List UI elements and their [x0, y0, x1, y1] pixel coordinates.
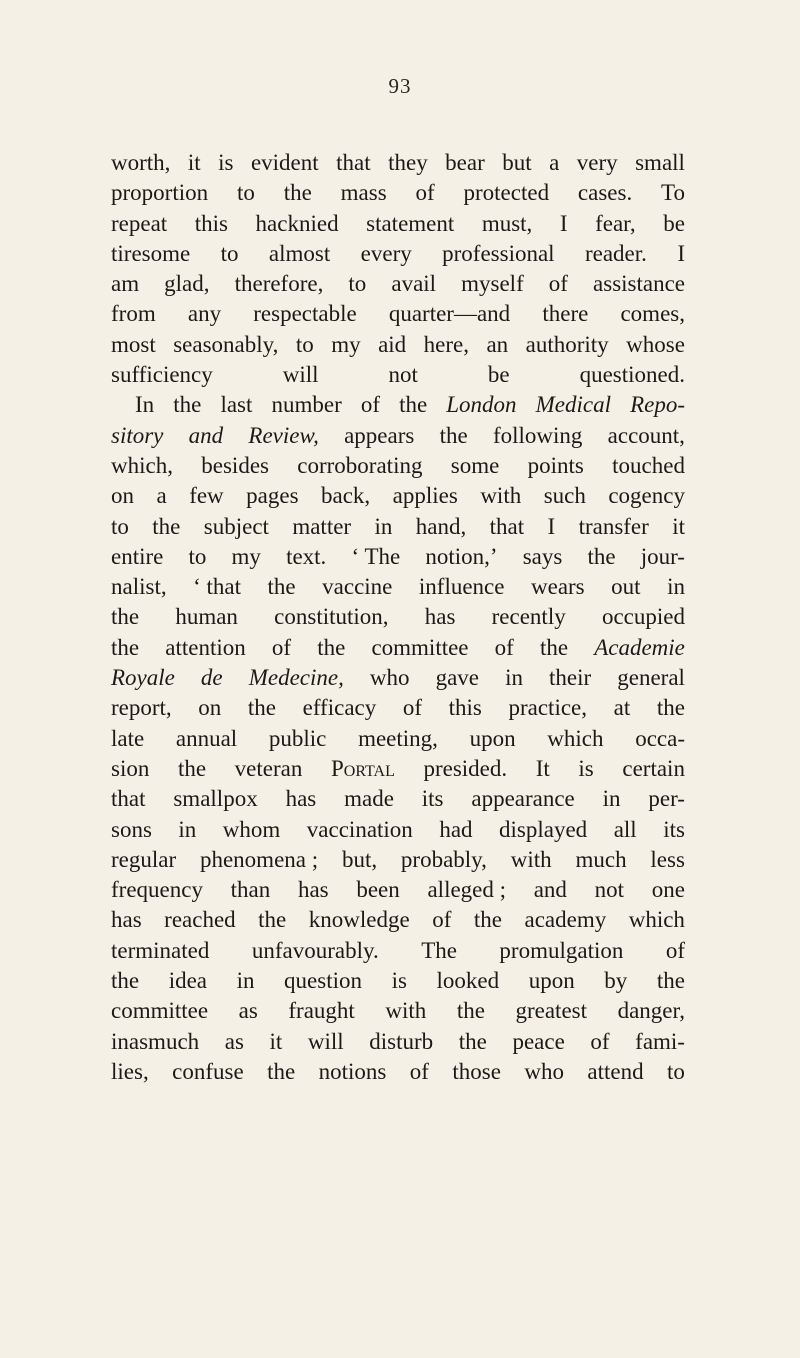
word: which	[547, 725, 604, 751]
word: one	[651, 877, 685, 903]
word: which	[628, 907, 685, 933]
word: the	[439, 422, 468, 448]
word: the	[247, 695, 276, 721]
word: a	[549, 150, 560, 175]
word: the	[456, 998, 485, 1024]
word: statement	[366, 210, 455, 236]
word: annual	[175, 725, 238, 751]
word: fami-	[635, 1028, 685, 1054]
word: small	[635, 150, 685, 175]
word: will	[307, 1028, 344, 1054]
word: to	[220, 240, 239, 266]
word: in	[602, 786, 621, 812]
word: its	[421, 786, 444, 812]
word: there	[542, 301, 589, 327]
word: its	[663, 816, 685, 842]
word: by	[604, 968, 628, 994]
word: practice,	[508, 695, 588, 721]
word: made	[344, 786, 394, 812]
word: veteran	[234, 755, 303, 781]
word: in	[236, 968, 255, 994]
word: knowledge	[308, 907, 410, 933]
word: the	[399, 392, 428, 418]
page-number: 93	[388, 74, 412, 98]
word: Medecine,	[248, 665, 344, 691]
word: the	[111, 634, 140, 660]
word: on	[111, 483, 134, 509]
word: at	[613, 695, 631, 721]
text-line	[111, 1057, 685, 1087]
word: points	[527, 452, 584, 478]
text-line	[111, 602, 685, 632]
word: questioned.	[579, 362, 685, 388]
text-line	[111, 269, 685, 299]
word: committee	[111, 998, 209, 1024]
word: almost	[268, 240, 331, 266]
word: to	[236, 180, 255, 206]
word: back,	[321, 483, 371, 509]
word: a	[156, 483, 167, 509]
word: jour-	[640, 543, 685, 569]
text-line	[111, 966, 685, 996]
word: In	[135, 392, 155, 418]
word: idea	[168, 968, 207, 994]
word: am	[111, 271, 140, 297]
word: appears	[344, 422, 415, 448]
word: the	[173, 392, 202, 418]
word: has	[111, 907, 142, 933]
word: has	[285, 786, 317, 812]
word: every	[360, 240, 412, 266]
word: greatest	[515, 998, 587, 1024]
word: question	[284, 968, 362, 994]
word: besides	[201, 452, 269, 478]
word: some	[450, 452, 500, 478]
word: myself	[461, 271, 524, 297]
word: the	[152, 513, 181, 539]
word: I	[559, 210, 568, 236]
word: to	[295, 331, 314, 357]
word: an	[486, 331, 509, 357]
word: cases.	[577, 180, 633, 206]
word: avail	[391, 271, 437, 297]
word: is	[218, 150, 234, 175]
word: been	[356, 877, 400, 903]
text-line	[111, 815, 685, 845]
word: says	[522, 543, 563, 569]
word: Repo-	[630, 392, 685, 418]
word: account,	[607, 422, 685, 448]
word: last	[220, 392, 253, 418]
word: Review,	[248, 422, 319, 448]
word: text.	[286, 543, 327, 569]
word: sufficiency	[111, 362, 213, 388]
word: notions	[318, 1058, 387, 1084]
word: unfavourably.	[251, 937, 379, 963]
word: that	[489, 513, 525, 539]
word: lies,	[111, 1058, 149, 1084]
word: upon	[528, 968, 575, 994]
word: my	[231, 543, 261, 569]
word: hand,	[415, 513, 467, 539]
word: ‘ The	[351, 543, 401, 569]
word: this	[194, 210, 228, 236]
word: here,	[423, 331, 469, 357]
word: authority	[525, 331, 609, 357]
word: Academie	[594, 634, 685, 660]
word: The	[421, 937, 457, 963]
word: the	[587, 543, 616, 569]
word: of	[590, 1028, 610, 1054]
word: entire	[111, 543, 164, 569]
word: has	[297, 877, 329, 903]
word: the	[656, 695, 685, 721]
word: who	[369, 665, 410, 691]
word: from	[111, 301, 156, 327]
word: be	[663, 210, 685, 236]
text-line	[111, 784, 685, 814]
word: sitory	[111, 422, 164, 448]
word: transfer	[578, 513, 649, 539]
word: influence	[418, 574, 505, 600]
word: attend	[587, 1058, 644, 1084]
word: applies	[392, 483, 458, 509]
word: in	[178, 816, 197, 842]
word: the	[177, 755, 207, 781]
word: the	[458, 1028, 487, 1054]
word: must,	[481, 210, 533, 236]
word: fear,	[595, 210, 636, 236]
word: corroborating	[297, 452, 423, 478]
word: reached	[164, 907, 236, 933]
text-line	[111, 996, 685, 1026]
word: whom	[222, 816, 281, 842]
word: phenomena ;	[199, 846, 319, 872]
text-line	[111, 572, 685, 602]
text-line	[111, 421, 685, 451]
text-line	[111, 178, 685, 208]
text-line	[111, 360, 685, 390]
word: which,	[111, 452, 173, 478]
word: academy	[524, 907, 607, 933]
word: much	[575, 846, 627, 872]
text-line	[111, 299, 685, 329]
word: it	[269, 1028, 283, 1054]
word: the	[258, 907, 287, 933]
word: recently	[491, 604, 566, 630]
word: professional	[442, 240, 555, 266]
text-line	[111, 542, 685, 572]
word: to	[111, 513, 129, 539]
word: touched	[612, 452, 685, 478]
word: comes,	[620, 301, 685, 327]
word: subject	[203, 513, 269, 539]
word: Medical	[535, 392, 611, 418]
word: terminated	[111, 937, 210, 963]
word: who	[524, 1058, 564, 1084]
word: I	[677, 240, 685, 266]
word: of	[432, 907, 452, 933]
word: ‘ that	[193, 574, 242, 600]
word: to	[188, 543, 207, 569]
word: few	[189, 483, 224, 509]
word: is	[578, 755, 594, 781]
word: tiresome	[111, 240, 191, 266]
word: in	[374, 513, 393, 539]
word: pages	[246, 483, 299, 509]
word: that	[336, 150, 371, 175]
word: upon	[469, 725, 516, 751]
word: the	[656, 968, 685, 994]
word: fraught	[288, 998, 355, 1024]
word: looked	[436, 968, 500, 994]
word: any	[187, 301, 222, 327]
text-line	[111, 481, 685, 511]
word: peace	[512, 1028, 565, 1054]
word: in	[667, 574, 685, 600]
word: Portal	[330, 755, 395, 781]
word: vaccine	[322, 574, 393, 600]
word: assistance	[593, 271, 685, 297]
text-line	[111, 1027, 685, 1057]
word: aid	[378, 331, 407, 357]
word: presided.	[423, 755, 508, 781]
word: London	[446, 392, 517, 418]
word: following	[492, 422, 583, 448]
word: it	[672, 513, 685, 539]
word: on	[198, 695, 222, 721]
word: and	[533, 877, 567, 903]
word: late	[111, 725, 145, 751]
word: occa-	[635, 725, 685, 751]
word: Royale	[111, 665, 175, 691]
text-line	[111, 451, 685, 481]
word: to	[348, 271, 367, 297]
word: such	[543, 483, 586, 509]
word: cogency	[608, 483, 685, 509]
word: inasmuch	[111, 1028, 200, 1054]
word: as	[224, 1028, 244, 1054]
word: all	[613, 816, 637, 842]
text-line	[111, 330, 685, 360]
word: bear	[445, 150, 485, 175]
word: committee	[371, 634, 469, 660]
word: than	[230, 877, 271, 903]
word: of	[409, 1058, 429, 1084]
word: report,	[111, 695, 172, 721]
word: the	[539, 634, 569, 660]
word: has	[424, 604, 456, 630]
word: it	[187, 150, 201, 175]
word: attention	[165, 634, 246, 660]
word: confuse	[172, 1058, 244, 1084]
word: proportion	[111, 180, 209, 206]
word: worth,	[111, 150, 171, 175]
word: evident	[250, 150, 319, 175]
word: gave	[435, 665, 480, 691]
word: as	[238, 998, 258, 1024]
word: seasonably,	[173, 331, 279, 357]
word: frequency	[111, 877, 203, 903]
word: wears	[531, 574, 585, 600]
text-line	[111, 905, 685, 935]
text-line	[111, 390, 685, 420]
word: the	[283, 180, 312, 206]
word: in	[505, 665, 523, 691]
word: they	[388, 150, 428, 175]
word: public	[268, 725, 327, 751]
word: not	[594, 877, 625, 903]
word: de	[200, 665, 223, 691]
word: matter	[292, 513, 352, 539]
word: out	[611, 574, 641, 600]
word: disturb	[369, 1028, 434, 1054]
word: very	[576, 150, 618, 175]
word: be	[487, 362, 510, 388]
word: vaccination	[306, 816, 413, 842]
text-line	[111, 875, 685, 905]
word: of	[360, 392, 380, 418]
word: smallpox	[173, 786, 258, 812]
word: human	[175, 604, 238, 630]
text-line	[111, 693, 685, 723]
word: and	[188, 422, 224, 448]
word: promulgation	[499, 937, 624, 963]
text-line	[111, 724, 685, 754]
word: hacknied	[255, 210, 339, 236]
word: with	[385, 998, 427, 1024]
text-line	[111, 754, 685, 784]
word: of	[665, 937, 685, 963]
word: general	[617, 665, 685, 691]
word: the	[473, 907, 502, 933]
word: meeting,	[358, 725, 438, 751]
word: with	[510, 846, 552, 872]
word: efficacy	[302, 695, 377, 721]
word: will	[282, 362, 319, 388]
word: that	[111, 786, 146, 812]
word: reader.	[584, 240, 647, 266]
word: of	[271, 634, 292, 660]
word: It	[535, 755, 550, 781]
word: whose	[626, 331, 685, 357]
word: To	[661, 180, 685, 206]
word: quarter—and	[388, 301, 511, 327]
word: constitution,	[274, 604, 389, 630]
word: occupied	[601, 604, 685, 630]
word: danger,	[617, 998, 685, 1024]
word: but	[502, 150, 532, 175]
word: but,	[341, 846, 378, 872]
word: this	[448, 695, 482, 721]
word: their	[549, 665, 592, 691]
word: less	[650, 846, 685, 872]
word: respectable	[253, 301, 357, 327]
text-line	[111, 936, 685, 966]
word: of	[548, 271, 568, 297]
word: protected	[463, 180, 550, 206]
word: the	[267, 574, 296, 600]
word: mass	[340, 180, 387, 206]
word: glad,	[164, 271, 210, 297]
word: number	[271, 392, 342, 418]
text-line	[111, 663, 685, 693]
body-text	[111, 148, 685, 1087]
word: not	[388, 362, 418, 388]
word: the	[111, 604, 140, 630]
word: the	[267, 1058, 296, 1084]
text-line	[111, 239, 685, 269]
word: to	[667, 1058, 685, 1084]
word: sons	[111, 816, 152, 842]
word: had	[439, 816, 473, 842]
text-line	[111, 148, 685, 178]
word: per-	[648, 786, 685, 812]
word: sion	[111, 755, 150, 781]
word: is	[391, 968, 407, 994]
text-line	[111, 512, 685, 542]
text-line	[111, 209, 685, 239]
word: the	[317, 634, 346, 660]
word: with	[480, 483, 522, 509]
word: my	[331, 331, 361, 357]
word: I	[547, 513, 556, 539]
word: of	[494, 634, 514, 660]
word: those	[452, 1058, 501, 1084]
word: therefore,	[234, 271, 324, 297]
word: certain	[622, 755, 685, 781]
word: of	[402, 695, 423, 721]
word: repeat	[111, 210, 168, 236]
word: regular	[111, 846, 177, 872]
text-line	[111, 845, 685, 875]
text-line	[111, 633, 685, 663]
word: displayed	[499, 816, 588, 842]
word: of	[415, 180, 435, 206]
word: notion,’	[425, 543, 498, 569]
word: most	[111, 331, 156, 357]
word: the	[111, 968, 140, 994]
word: nalist,	[111, 574, 167, 600]
word: appearance	[471, 786, 575, 812]
word: probably,	[400, 846, 487, 872]
word: alleged ;	[427, 877, 507, 903]
